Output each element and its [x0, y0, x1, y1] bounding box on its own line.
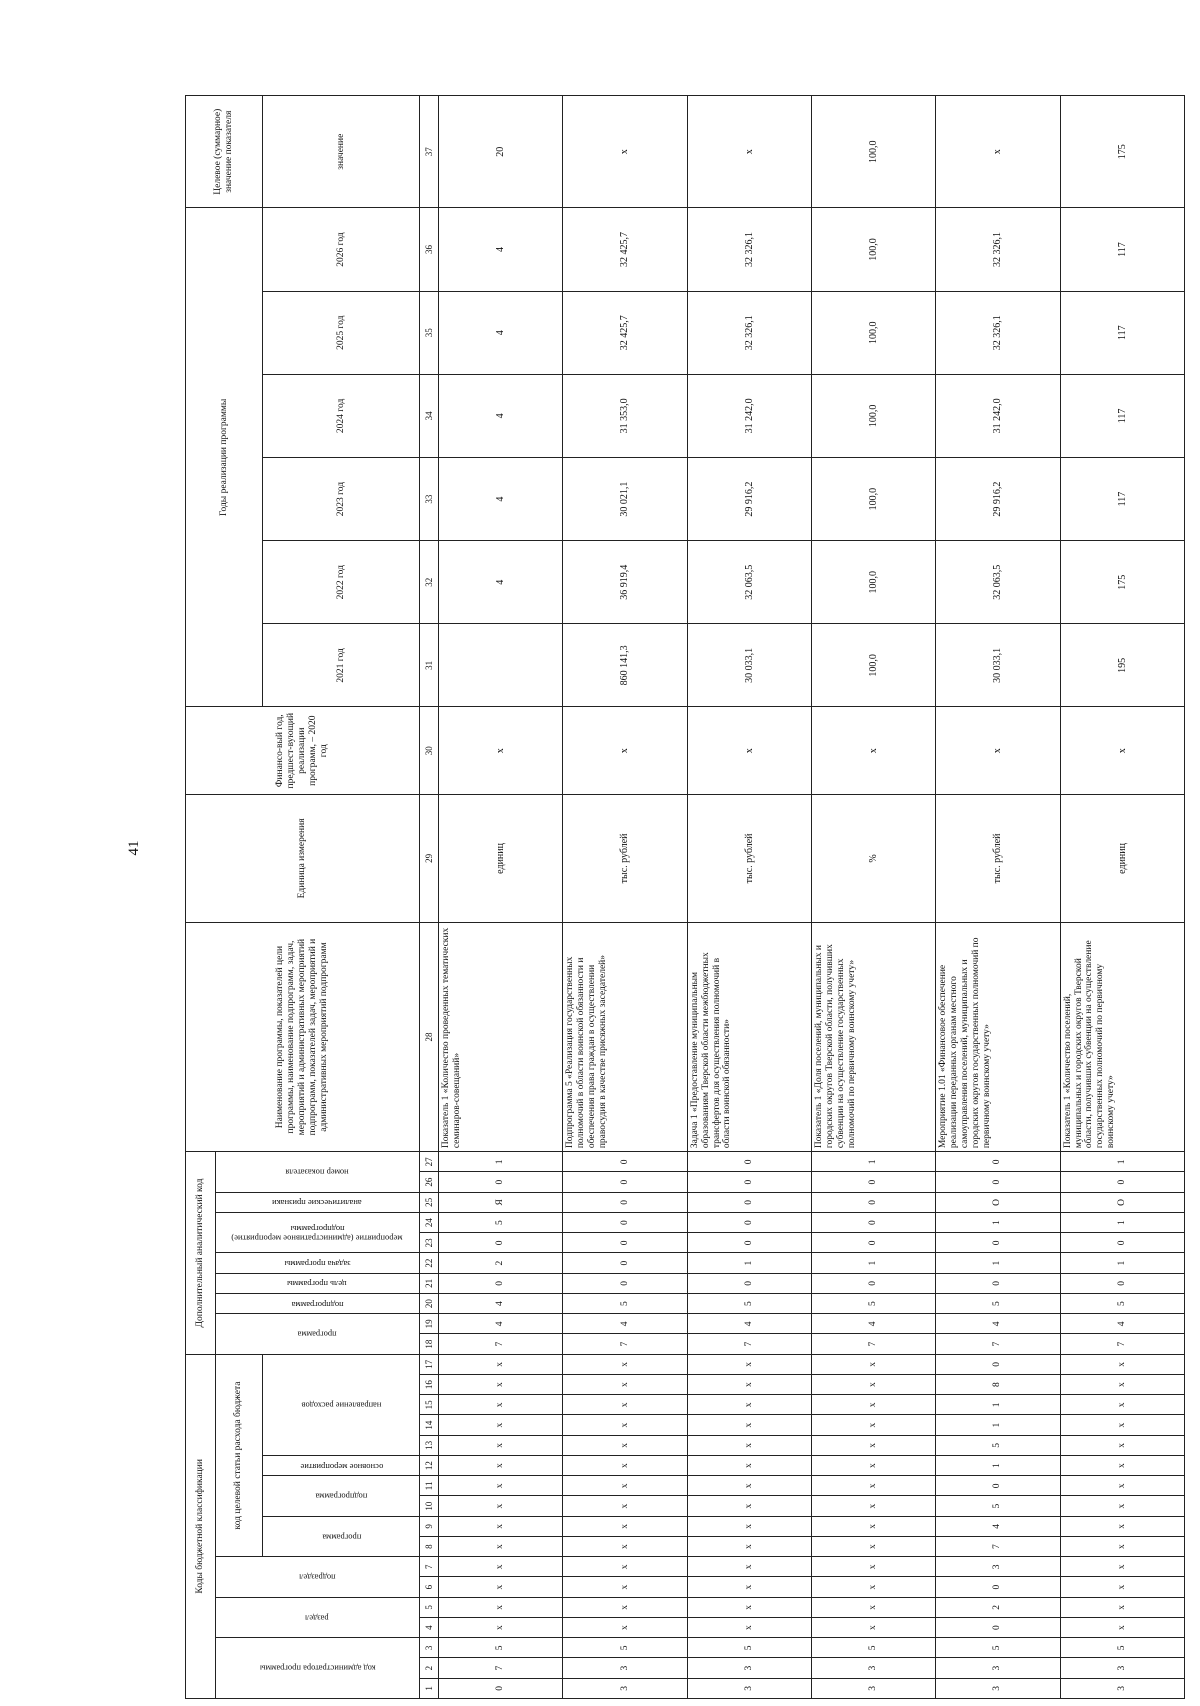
year-2025-cell: 32 425,7: [563, 291, 687, 374]
code-digit: 3: [1060, 1678, 1184, 1698]
item-name: Подпрограмма 5 «Реализация государственных полномочий в области воинской обязанности и обеспечения права граждан в осуществлении правосудия в качестве присяжных заседателей»: [563, 922, 687, 1151]
code-digit: 3: [936, 1557, 1060, 1577]
column-number: 9: [420, 1516, 439, 1536]
code-digit: х: [811, 1476, 935, 1496]
year-2021-cell: [439, 624, 563, 707]
fin-year-cell: х: [439, 707, 563, 794]
code-digit: 5: [439, 1213, 563, 1233]
unit-cell: %: [811, 794, 935, 922]
year-2022-header: 2022 год: [263, 541, 420, 624]
code-digit: х: [439, 1577, 563, 1597]
year-2024-cell: 117: [1060, 374, 1184, 457]
code-digit: х: [439, 1537, 563, 1557]
column-number: 34: [420, 374, 439, 457]
year-2025-cell: 117: [1060, 291, 1184, 374]
code-digit: х: [811, 1618, 935, 1638]
table-row: [936, 96, 1060, 1699]
code-digit: 0: [1060, 1172, 1184, 1192]
code-digit: 3: [687, 1678, 811, 1698]
code-digit: 4: [936, 1314, 1060, 1334]
code-digit: х: [811, 1456, 935, 1476]
year-2022-cell: 175: [1060, 541, 1184, 624]
fin-year-cell: х: [1060, 707, 1184, 794]
year-2026-cell: 4: [439, 208, 563, 291]
code-digit: х: [687, 1618, 811, 1638]
unit-cell: единиц: [439, 794, 563, 922]
program-header: программа: [263, 1516, 420, 1557]
code-digit: 0: [687, 1192, 811, 1212]
code-digit: 3: [687, 1658, 811, 1678]
column-number: 25: [420, 1192, 439, 1212]
column-number: 5: [420, 1597, 439, 1617]
a-event-header: мероприятие (административное мероприятие) подпрограммы: [215, 1213, 420, 1254]
year-2024-cell: 31 242,0: [687, 374, 811, 457]
direction-header: направление расходов: [263, 1354, 420, 1455]
code-digit: х: [439, 1597, 563, 1617]
code-digit: х: [687, 1557, 811, 1577]
column-number: 10: [420, 1496, 439, 1516]
code-digit: х: [563, 1415, 687, 1435]
code-digit: 0: [936, 1577, 1060, 1597]
year-2025-cell: 100,0: [811, 291, 935, 374]
code-digit: 5: [687, 1294, 811, 1314]
code-digit: 1: [936, 1415, 1060, 1435]
year-2021-cell: 860 141,3: [563, 624, 687, 707]
column-number: 29: [420, 794, 439, 922]
year-2021-cell: 30 033,1: [687, 624, 811, 707]
column-number: 19: [420, 1314, 439, 1334]
year-2023-header: 2023 год: [263, 457, 420, 540]
column-numbers-row: [420, 96, 439, 1699]
code-digit: 3: [563, 1678, 687, 1698]
code-digit: 0: [811, 1273, 935, 1293]
code-digit: 0: [687, 1172, 811, 1192]
code-digit: 5: [936, 1435, 1060, 1455]
column-number: 7: [420, 1557, 439, 1577]
code-digit: 5: [936, 1294, 1060, 1314]
admin-header: код администратора программы: [215, 1638, 420, 1699]
code-digit: 4: [563, 1314, 687, 1334]
code-digit: 7: [439, 1658, 563, 1678]
code-digit: х: [563, 1435, 687, 1455]
code-digit: 4: [1060, 1314, 1184, 1334]
code-digit: 0: [936, 1172, 1060, 1192]
code-digit: 5: [563, 1638, 687, 1658]
code-digit: х: [811, 1435, 935, 1455]
header-row-1: [186, 96, 216, 1699]
code-digit: 1: [936, 1253, 1060, 1273]
a-indicator-header: номер показателя: [215, 1152, 420, 1193]
table-row: [1060, 96, 1184, 1699]
target-cell: 175: [1060, 96, 1184, 208]
code-digit: 0: [563, 1152, 687, 1172]
code-digit: х: [1060, 1456, 1184, 1476]
code-digit: 3: [936, 1658, 1060, 1678]
table-row: [687, 96, 811, 1699]
year-2026-cell: 32 326,1: [687, 208, 811, 291]
code-digit: х: [687, 1354, 811, 1374]
code-digit: х: [563, 1618, 687, 1638]
code-digit: х: [439, 1496, 563, 1516]
code-digit: х: [1060, 1537, 1184, 1557]
column-number: 3: [420, 1638, 439, 1658]
a-subprogram-header: подпрограмма: [215, 1294, 420, 1314]
code-digit: х: [687, 1577, 811, 1597]
code-digit: 0: [811, 1172, 935, 1192]
year-2026-header: 2026 год: [263, 208, 420, 291]
code-digit: 7: [1060, 1334, 1184, 1354]
year-2022-cell: 100,0: [811, 541, 935, 624]
a-task-header: задача программы: [215, 1253, 420, 1273]
code-digit: х: [439, 1618, 563, 1638]
podrazdel-header: подраздел: [215, 1557, 420, 1598]
code-digit: 0: [687, 1233, 811, 1253]
code-digit: х: [439, 1476, 563, 1496]
year-2025-cell: 4: [439, 291, 563, 374]
column-number: 18: [420, 1334, 439, 1354]
code-digit: х: [563, 1395, 687, 1415]
code-digit: 7: [811, 1334, 935, 1354]
code-digit: х: [563, 1496, 687, 1516]
code-digit: 1: [936, 1456, 1060, 1476]
code-digit: 7: [439, 1334, 563, 1354]
fin-year-cell: х: [936, 707, 1060, 794]
code-digit: Я: [439, 1192, 563, 1212]
column-number: 28: [420, 922, 439, 1151]
column-number: 22: [420, 1253, 439, 1273]
razdel-header: раздел: [215, 1597, 420, 1638]
code-digit: х: [811, 1597, 935, 1617]
code-digit: 0: [936, 1354, 1060, 1374]
year-2026-cell: 100,0: [811, 208, 935, 291]
code-digit: 0: [563, 1192, 687, 1212]
program-table: [185, 95, 1185, 1699]
page-number: 41: [126, 840, 142, 856]
code-digit: х: [1060, 1476, 1184, 1496]
code-digit: х: [563, 1476, 687, 1496]
code-digit: 0: [1060, 1273, 1184, 1293]
column-number: 17: [420, 1354, 439, 1374]
column-number: 31: [420, 624, 439, 707]
code-digit: х: [811, 1375, 935, 1395]
code-digit: 4: [439, 1294, 563, 1314]
code-digit: 1: [1060, 1213, 1184, 1233]
years-header: Годы реализации программы: [186, 208, 263, 707]
code-digit: О: [1060, 1192, 1184, 1212]
code-digit: 0: [811, 1192, 935, 1212]
code-digit: 0: [936, 1152, 1060, 1172]
code-digit: 3: [811, 1678, 935, 1698]
code-digit: 0: [439, 1233, 563, 1253]
code-digit: 0: [936, 1476, 1060, 1496]
table-row: [439, 96, 563, 1699]
target-cell: 100,0: [811, 96, 935, 208]
column-number: 15: [420, 1395, 439, 1415]
code-digit: х: [811, 1395, 935, 1415]
column-number: 24: [420, 1213, 439, 1233]
code-digit: 0: [439, 1273, 563, 1293]
code-digit: 0: [563, 1273, 687, 1293]
column-number: 1: [420, 1678, 439, 1698]
code-digit: 5: [936, 1496, 1060, 1516]
year-2022-cell: 4: [439, 541, 563, 624]
code-digit: 0: [687, 1152, 811, 1172]
year-2021-cell: 30 033,1: [936, 624, 1060, 707]
code-digit: 1: [811, 1253, 935, 1273]
table-row: [563, 96, 687, 1699]
code-digit: х: [563, 1375, 687, 1395]
column-number: 23: [420, 1233, 439, 1253]
additional-code-header: Дополнительный аналитический код: [186, 1152, 216, 1355]
code-digit: 0: [811, 1213, 935, 1233]
code-digit: 4: [687, 1314, 811, 1334]
fin-year-cell: х: [687, 707, 811, 794]
column-number: 4: [420, 1618, 439, 1638]
code-digit: 1: [687, 1253, 811, 1273]
fin-year-header: Финансо-вый год, предшест-вующий реализации программ, – 2020 год: [186, 707, 420, 794]
code-digit: 5: [1060, 1294, 1184, 1314]
item-name: Показатель 1 «Доля поселений, муниципальных и городских округов Тверской области, получивших субвенции на осуществление государственных полномочий по первичному воинскому учету»: [811, 922, 935, 1151]
target-cell: х: [936, 96, 1060, 208]
code-digit: 0: [563, 1172, 687, 1192]
value-header: значение: [263, 96, 420, 208]
code-digit: 5: [439, 1638, 563, 1658]
unit-cell: единиц: [1060, 794, 1184, 922]
code-digit: х: [687, 1415, 811, 1435]
code-digit: х: [811, 1354, 935, 1374]
code-digit: 4: [811, 1314, 935, 1334]
target-cell: х: [563, 96, 687, 208]
code-digit: х: [1060, 1395, 1184, 1415]
code-digit: х: [1060, 1435, 1184, 1455]
year-2022-cell: 36 919,4: [563, 541, 687, 624]
code-digit: х: [439, 1395, 563, 1415]
code-digit: 5: [563, 1294, 687, 1314]
column-number: 35: [420, 291, 439, 374]
code-digit: 0: [563, 1253, 687, 1273]
year-2021-cell: 100,0: [811, 624, 935, 707]
budget-codes-header: Коды бюджетной классификации: [186, 1354, 216, 1698]
code-digit: х: [563, 1597, 687, 1617]
year-2023-cell: 117: [1060, 457, 1184, 540]
code-digit: 0: [811, 1233, 935, 1253]
code-digit: х: [563, 1537, 687, 1557]
unit-header: Единица измерения: [186, 794, 420, 922]
code-digit: х: [563, 1516, 687, 1536]
code-digit: х: [687, 1496, 811, 1516]
column-number: 20: [420, 1294, 439, 1314]
year-2025-header: 2025 год: [263, 291, 420, 374]
item-name: Показатель 1 «Количество поселений, муниципальных и городских округов Тверской области, получивших субвенции на осуществление государственных полномочий по первичному воинскому учету»: [1060, 922, 1184, 1151]
year-2025-cell: 32 326,1: [936, 291, 1060, 374]
code-digit: х: [687, 1375, 811, 1395]
column-number: 21: [420, 1273, 439, 1293]
year-2024-cell: 100,0: [811, 374, 935, 457]
item-name: Мероприятие 1.01 «Финансовое обеспечение реализации переданных органам местного самоуправления поселений, муниципальных и городских округов государственных полномочий по первичному воинскому учету»: [936, 922, 1060, 1151]
code-digit: х: [1060, 1577, 1184, 1597]
unit-cell: тыс. рублей: [563, 794, 687, 922]
code-digit: 1: [811, 1152, 935, 1172]
year-2026-cell: 32 425,7: [563, 208, 687, 291]
code-digit: х: [1060, 1354, 1184, 1374]
code-digit: 0: [563, 1233, 687, 1253]
column-number: 16: [420, 1375, 439, 1395]
code-digit: 7: [687, 1334, 811, 1354]
year-2023-cell: 29 916,2: [687, 457, 811, 540]
code-digit: 5: [936, 1638, 1060, 1658]
code-digit: х: [687, 1537, 811, 1557]
code-digit: х: [439, 1415, 563, 1435]
code-digit: х: [811, 1496, 935, 1516]
column-number: 33: [420, 457, 439, 540]
year-2023-cell: 29 916,2: [936, 457, 1060, 540]
code-digit: 1: [936, 1395, 1060, 1415]
column-number: 12: [420, 1456, 439, 1476]
code-digit: х: [563, 1456, 687, 1476]
code-digit: 5: [1060, 1638, 1184, 1658]
item-name: Показатель 1 «Количество проведенных тематических семинаров-совещаний»: [439, 922, 563, 1151]
year-2024-header: 2024 год: [263, 374, 420, 457]
code-digit: х: [811, 1537, 935, 1557]
code-digit: 0: [439, 1678, 563, 1698]
year-2026-cell: 32 326,1: [936, 208, 1060, 291]
code-digit: х: [687, 1597, 811, 1617]
code-digit: 3: [936, 1678, 1060, 1698]
name-header: Наименование программы, показателей цели программы, наименование подпрограмм, задач, мероприятий и административных мероприятий подпрограмм, показателей задач, мероприятий и административных мероприятий подпрограмм: [186, 922, 420, 1151]
code-digit: 1: [1060, 1253, 1184, 1273]
code-digit: х: [811, 1557, 935, 1577]
code-digit: х: [1060, 1496, 1184, 1516]
fin-year-cell: х: [811, 707, 935, 794]
code-digit: х: [1060, 1375, 1184, 1395]
column-number: 8: [420, 1537, 439, 1557]
fin-year-cell: х: [563, 707, 687, 794]
code-digit: 4: [936, 1516, 1060, 1536]
year-2021-header: 2021 год: [263, 624, 420, 707]
a-program-header: программа: [215, 1314, 420, 1355]
code-digit: х: [1060, 1557, 1184, 1577]
year-2022-cell: 32 063,5: [936, 541, 1060, 624]
code-digit: х: [439, 1516, 563, 1536]
year-2023-cell: 4: [439, 457, 563, 540]
code-digit: 1: [936, 1213, 1060, 1233]
column-number: 2: [420, 1658, 439, 1678]
code-digit: 0: [439, 1172, 563, 1192]
target-cell: х: [687, 96, 811, 208]
column-number: 32: [420, 541, 439, 624]
kcsr-header: код целевой статьи расхода бюджета: [215, 1354, 262, 1557]
code-digit: 2: [936, 1597, 1060, 1617]
column-number: 37: [420, 96, 439, 208]
code-digit: 3: [811, 1658, 935, 1678]
code-digit: 4: [439, 1314, 563, 1334]
a-goal-header: цель программы: [215, 1273, 420, 1293]
code-digit: 0: [687, 1273, 811, 1293]
code-digit: х: [563, 1577, 687, 1597]
code-digit: х: [1060, 1516, 1184, 1536]
unit-cell: тыс. рублей: [687, 794, 811, 922]
code-digit: х: [439, 1435, 563, 1455]
column-number: 14: [420, 1415, 439, 1435]
column-number: 6: [420, 1577, 439, 1597]
code-digit: х: [1060, 1618, 1184, 1638]
a-sign-header: аналитические признаки: [215, 1192, 420, 1212]
year-2024-cell: 4: [439, 374, 563, 457]
item-name: Задача 1 «Предоставление муниципальным образованиям Тверской области межбюджетных трансфертов для осуществления полномочий в области воинской обязанности»: [687, 922, 811, 1151]
column-number: 11: [420, 1476, 439, 1496]
code-digit: 0: [687, 1213, 811, 1233]
code-digit: 0: [936, 1273, 1060, 1293]
code-digit: х: [811, 1516, 935, 1536]
code-digit: х: [563, 1354, 687, 1374]
year-2023-cell: 30 021,1: [563, 457, 687, 540]
year-2023-cell: 100,0: [811, 457, 935, 540]
code-digit: х: [1060, 1597, 1184, 1617]
year-2021-cell: 195: [1060, 624, 1184, 707]
code-digit: 8: [936, 1375, 1060, 1395]
code-digit: 7: [936, 1334, 1060, 1354]
code-digit: х: [439, 1354, 563, 1374]
code-digit: 0: [936, 1618, 1060, 1638]
column-number: 13: [420, 1435, 439, 1455]
year-2022-cell: 32 063,5: [687, 541, 811, 624]
code-digit: х: [439, 1557, 563, 1577]
year-2024-cell: 31 353,0: [563, 374, 687, 457]
code-digit: х: [811, 1577, 935, 1597]
code-digit: 0: [936, 1233, 1060, 1253]
code-digit: 5: [811, 1294, 935, 1314]
code-digit: х: [687, 1435, 811, 1455]
table-row: [811, 96, 935, 1699]
code-digit: 5: [811, 1638, 935, 1658]
code-digit: х: [811, 1415, 935, 1435]
code-digit: х: [687, 1456, 811, 1476]
code-digit: х: [563, 1557, 687, 1577]
code-digit: 3: [1060, 1658, 1184, 1678]
subprogram-header: подпрограмма: [263, 1476, 420, 1517]
code-digit: 1: [439, 1152, 563, 1172]
unit-cell: тыс. рублей: [936, 794, 1060, 922]
column-number: 26: [420, 1172, 439, 1192]
code-digit: х: [439, 1456, 563, 1476]
code-digit: 0: [1060, 1233, 1184, 1253]
code-digit: 0: [563, 1213, 687, 1233]
main-event-header: основное мероприятие: [263, 1456, 420, 1476]
code-digit: х: [687, 1476, 811, 1496]
code-digit: 2: [439, 1253, 563, 1273]
code-digit: 3: [563, 1658, 687, 1678]
target-header: Целевое (суммарное) значение показателя: [186, 96, 263, 208]
year-2026-cell: 117: [1060, 208, 1184, 291]
code-digit: х: [687, 1395, 811, 1415]
column-number: 27: [420, 1152, 439, 1172]
code-digit: 1: [1060, 1152, 1184, 1172]
target-cell: 20: [439, 96, 563, 208]
code-digit: х: [687, 1516, 811, 1536]
year-2024-cell: 31 242,0: [936, 374, 1060, 457]
code-digit: х: [439, 1375, 563, 1395]
code-digit: х: [1060, 1415, 1184, 1435]
column-number: 36: [420, 208, 439, 291]
code-digit: 5: [687, 1638, 811, 1658]
code-digit: О: [936, 1192, 1060, 1212]
code-digit: 7: [936, 1537, 1060, 1557]
code-digit: 7: [563, 1334, 687, 1354]
column-number: 30: [420, 707, 439, 794]
year-2025-cell: 32 326,1: [687, 291, 811, 374]
